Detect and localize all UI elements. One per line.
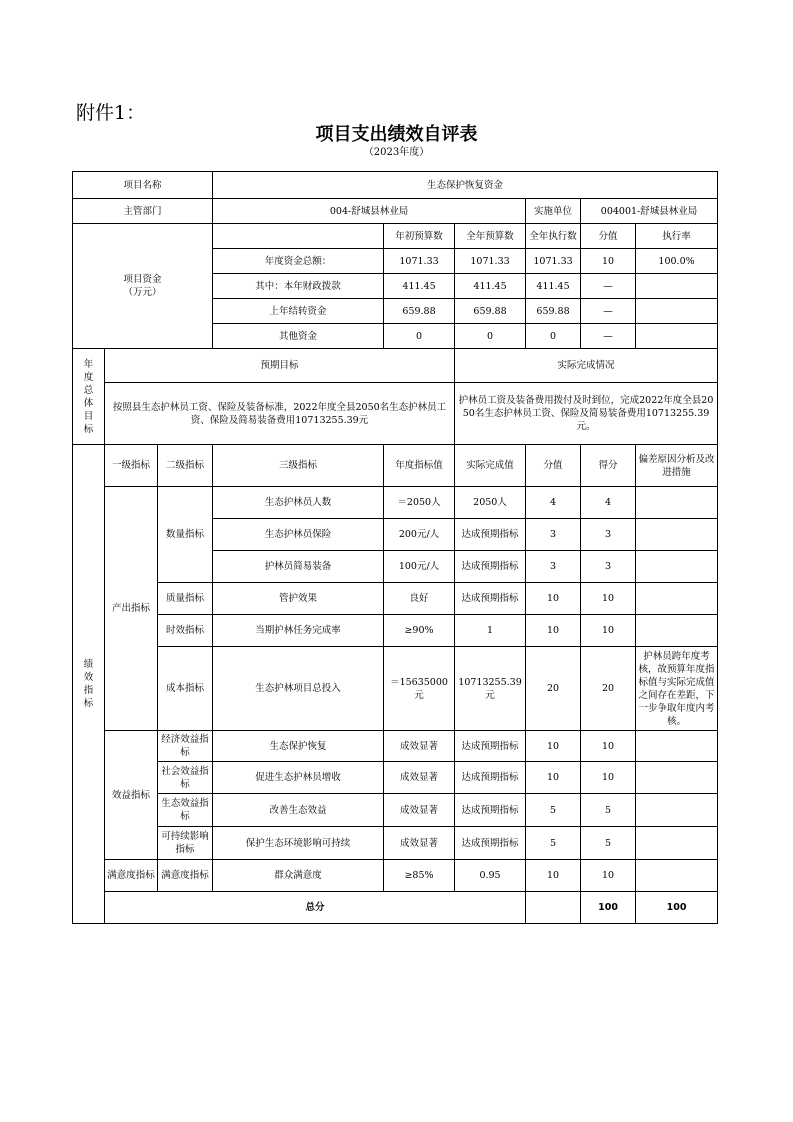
indicator-name: 管护效果 [213, 583, 384, 615]
project-name-row [73, 172, 718, 199]
indicator-target: 成效显著 [384, 794, 455, 827]
indicator-row [73, 794, 718, 827]
indicator-target: 200元/人 [384, 519, 455, 551]
fund-header-weight: 分值 [581, 224, 636, 249]
indicator-actual: 0.95 [455, 860, 526, 892]
level2-sustainable: 可持续影响指标 [158, 827, 213, 860]
indicator-name: 群众满意度 [213, 860, 384, 892]
year-subtitle: （2023年度） [363, 147, 430, 158]
indicator-note [636, 860, 718, 892]
indicator-actual: 1 [455, 615, 526, 647]
indicator-score: 5 [581, 794, 636, 827]
fund-cell: 100.0% [636, 249, 718, 274]
fund-header-rate: 执行率 [636, 224, 718, 249]
fund-cell: 0 [384, 324, 455, 349]
fund-cell [636, 324, 718, 349]
indicator-actual: 10713255.39元 [455, 647, 526, 731]
indicators-side-label: 绩 效 指 标 [73, 445, 105, 924]
indicator-target: ≥90% [384, 615, 455, 647]
level2-ecological: 生态效益指标 [158, 794, 213, 827]
level2-quantity: 数量指标 [158, 487, 213, 583]
fund-cell: 659.88 [455, 299, 526, 324]
fund-cell: 10 [581, 249, 636, 274]
total-score: 100 [636, 892, 718, 924]
project-name-label: 项目名称 [73, 172, 213, 199]
indicator-row [73, 487, 718, 519]
indicator-weight: 4 [526, 487, 581, 519]
indicator-name: 生态护林项目总投入 [213, 647, 384, 731]
indicator-actual: 达成预期指标 [455, 519, 526, 551]
indicator-weight: 10 [526, 860, 581, 892]
level2-satisfaction: 满意度指标 [158, 860, 213, 892]
indicator-score: 20 [581, 647, 636, 731]
level1-output: 产出指标 [105, 487, 158, 731]
indicator-row [73, 860, 718, 892]
expected-goal-text: 按照县生态护林员工资、保险及装备标准，2022年度全县2050名生态护林员工资、保险及简易装备费用10713255.39元 [105, 383, 455, 445]
total-row [73, 892, 718, 924]
indicator-target: 成效显著 [384, 731, 455, 762]
indicator-name: 生态护林员人数 [213, 487, 384, 519]
indicator-score: 3 [581, 519, 636, 551]
indicator-actual: 达成预期指标 [455, 827, 526, 860]
header-level3: 三级指标 [213, 445, 384, 487]
level1-satisfaction: 满意度指标 [105, 860, 158, 892]
indicator-weight: 5 [526, 794, 581, 827]
indicator-target: 良好 [384, 583, 455, 615]
indicator-name: 生态保护恢复 [213, 731, 384, 762]
fund-header-initial: 年初预算数 [384, 224, 455, 249]
indicator-name: 促进生态护林员增收 [213, 762, 384, 794]
indicator-row [73, 647, 718, 731]
fund-cell: — [581, 274, 636, 299]
department-value: 004-舒城县林业局 [213, 199, 526, 224]
fund-row-label: 其他资金 [213, 324, 384, 349]
fund-header-annual: 全年预算数 [455, 224, 526, 249]
header-level1: 一级指标 [105, 445, 158, 487]
expected-goal-header: 预期目标 [105, 349, 455, 383]
goals-content-row [73, 383, 718, 445]
fund-header-executed: 全年执行数 [526, 224, 581, 249]
goals-header-row [73, 349, 718, 383]
fund-label-line2: （万元） [123, 287, 162, 298]
actual-result-text: 护林员工资及装备费用拨付及时到位，完成2022年度全县2050名生态护林员工资、保险及简易装备费用10713255.39元。 [455, 383, 718, 445]
indicator-row [73, 583, 718, 615]
fund-label [73, 224, 213, 349]
header-score: 得分 [581, 445, 636, 487]
fund-cell: 0 [526, 324, 581, 349]
indicator-name: 当期护林任务完成率 [213, 615, 384, 647]
fund-cell: 411.45 [384, 274, 455, 299]
indicator-row [73, 731, 718, 762]
indicator-header-row [73, 445, 718, 487]
level2-economic: 经济效益指标 [158, 731, 213, 762]
indicator-note [636, 487, 718, 519]
fund-label-line1: 项目资金 [123, 274, 162, 285]
level2-quality: 质量指标 [158, 583, 213, 615]
evaluation-table [72, 171, 718, 349]
indicator-score: 5 [581, 827, 636, 860]
indicator-target: ＝15635000元 [384, 647, 455, 731]
indicator-note [636, 583, 718, 615]
indicator-note [636, 551, 718, 583]
indicator-actual: 达成预期指标 [455, 731, 526, 762]
indicator-name: 改善生态效益 [213, 794, 384, 827]
total-blank [526, 892, 581, 924]
unit-value: 004001-舒城县林业局 [581, 199, 718, 224]
level1-benefit: 效益指标 [105, 731, 158, 860]
indicator-note: 护林员跨年度考核，故预算年度指标值与实际完成值之间存在差距，下一步争取年度内考核。 [636, 647, 718, 731]
indicator-actual: 达成预期指标 [455, 551, 526, 583]
indicator-weight: 20 [526, 647, 581, 731]
header-note: 偏差原因分析及改进措施 [636, 445, 718, 487]
indicator-score: 10 [581, 583, 636, 615]
fund-cell: 659.88 [526, 299, 581, 324]
fund-cell: 1071.33 [455, 249, 526, 274]
indicator-note [636, 519, 718, 551]
indicator-score: 10 [581, 860, 636, 892]
indicator-target: 成效显著 [384, 762, 455, 794]
indicator-row [73, 827, 718, 860]
indicator-score: 10 [581, 762, 636, 794]
fund-cell: 1071.33 [384, 249, 455, 274]
department-label: 主管部门 [73, 199, 213, 224]
indicator-weight: 5 [526, 827, 581, 860]
header-actual: 实际完成值 [455, 445, 526, 487]
actual-result-header: 实际完成情况 [455, 349, 718, 383]
fund-header-blank [213, 224, 384, 249]
fund-cell: 0 [455, 324, 526, 349]
indicator-note [636, 731, 718, 762]
page-title: 项目支出绩效自评表 [315, 124, 478, 145]
level2-social: 社会效益指标 [158, 762, 213, 794]
indicator-weight: 10 [526, 615, 581, 647]
header-level2: 二级指标 [158, 445, 213, 487]
indicator-weight: 10 [526, 583, 581, 615]
indicator-note [636, 762, 718, 794]
indicator-target: ≥85% [384, 860, 455, 892]
indicator-actual: 达成预期指标 [455, 794, 526, 827]
indicator-weight: 3 [526, 519, 581, 551]
header-target: 年度指标值 [384, 445, 455, 487]
indicator-weight: 10 [526, 762, 581, 794]
indicator-row [73, 615, 718, 647]
indicator-note [636, 615, 718, 647]
indicator-note [636, 827, 718, 860]
fund-header-row [73, 224, 718, 249]
total-label: 总分 [105, 892, 526, 924]
fund-cell: — [581, 324, 636, 349]
indicator-weight: 10 [526, 731, 581, 762]
fund-row-label: 其中：本年财政拨款 [213, 274, 384, 299]
indicator-name: 生态护林员保险 [213, 519, 384, 551]
fund-cell [636, 274, 718, 299]
goals-side-label: 年 度 总 体 目 标 [73, 349, 105, 445]
department-row [73, 199, 718, 224]
attachment-label: 附件1： [76, 102, 146, 124]
total-weight: 100 [581, 892, 636, 924]
project-name-value: 生态保护恢复资金 [213, 172, 718, 199]
level2-cost: 成本指标 [158, 647, 213, 731]
indicator-actual: 2050人 [455, 487, 526, 519]
indicator-row [73, 762, 718, 794]
fund-cell: 411.45 [455, 274, 526, 299]
fund-cell [636, 299, 718, 324]
fund-cell: — [581, 299, 636, 324]
fund-row-label: 上年结转资金 [213, 299, 384, 324]
indicator-note [636, 794, 718, 827]
indicator-name: 保护生态环境影响可持续 [213, 827, 384, 860]
indicator-target: 成效显著 [384, 827, 455, 860]
indicator-target: 100元/人 [384, 551, 455, 583]
indicator-actual: 达成预期指标 [455, 583, 526, 615]
header-weight: 分值 [526, 445, 581, 487]
indicator-actual: 达成预期指标 [455, 762, 526, 794]
indicator-table [72, 348, 718, 924]
fund-cell: 1071.33 [526, 249, 581, 274]
unit-label: 实施单位 [526, 199, 581, 224]
fund-cell: 659.88 [384, 299, 455, 324]
indicator-name: 护林员简易装备 [213, 551, 384, 583]
indicator-score: 4 [581, 487, 636, 519]
indicator-score: 3 [581, 551, 636, 583]
indicator-target: ＝2050人 [384, 487, 455, 519]
indicator-weight: 3 [526, 551, 581, 583]
fund-row-label: 年度资金总额： [213, 249, 384, 274]
indicator-score: 10 [581, 615, 636, 647]
indicator-score: 10 [581, 731, 636, 762]
fund-cell: 411.45 [526, 274, 581, 299]
level2-timeliness: 时效指标 [158, 615, 213, 647]
